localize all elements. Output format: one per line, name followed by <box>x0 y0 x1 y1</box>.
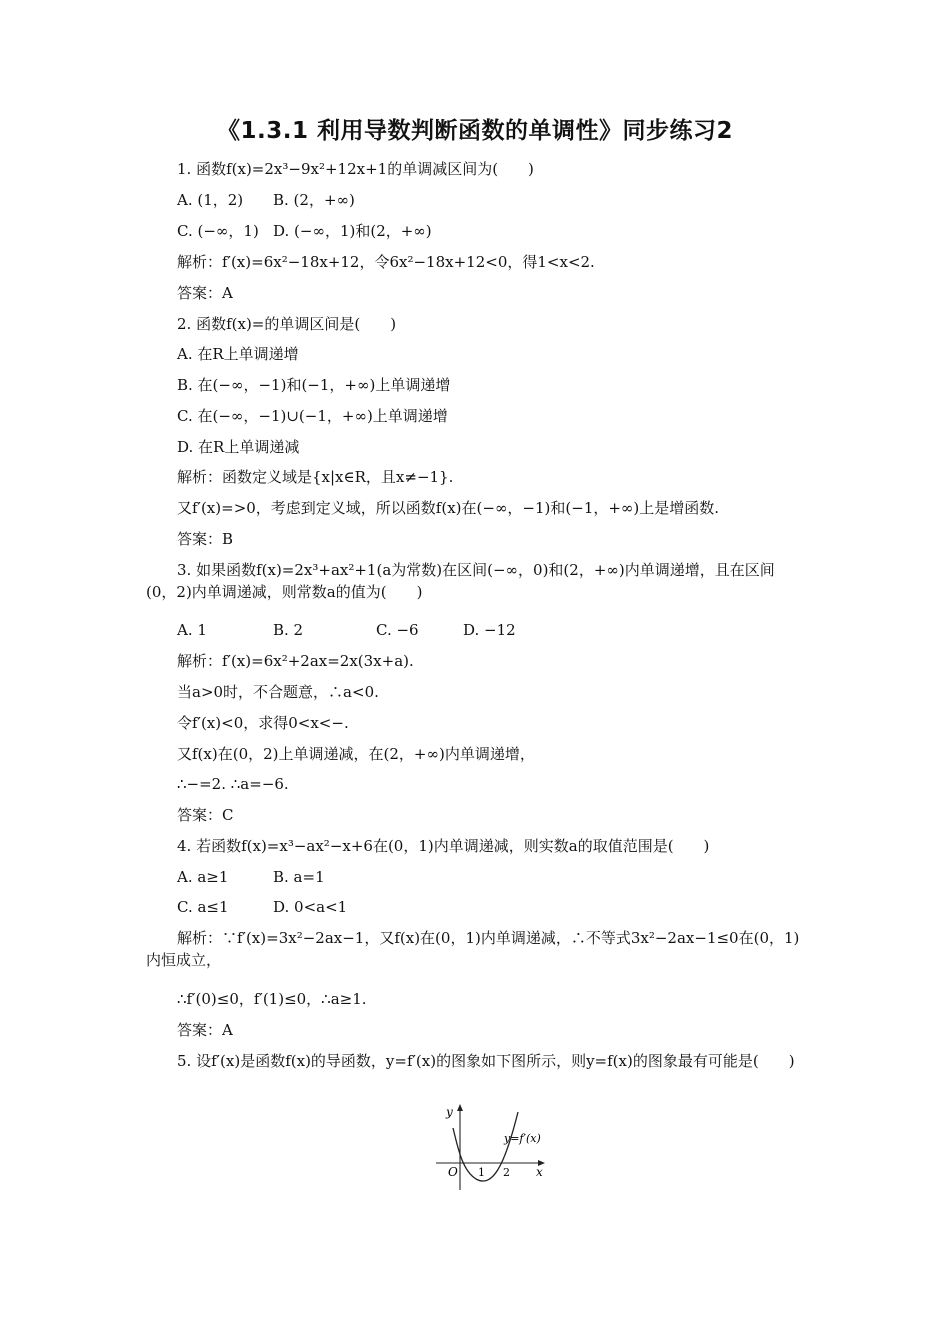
q4-answer: 答案：A <box>177 1021 233 1039</box>
q2-option-d: D. 在R上单调递减 <box>177 438 300 456</box>
q3-option-d: D. −12 <box>463 621 516 639</box>
q3-analysis-4: 又f(x)在(0，2)上单调递减，在(2，+∞)内单调递增， <box>177 745 535 763</box>
q2-stem: 2. 函数f(x)=的单调区间是( ) <box>177 315 397 333</box>
q1-option-d: D. (−∞，1)和(2，+∞) <box>273 222 432 240</box>
q2-option-c: C. 在(−∞，−1)∪(−1，+∞)上单调递增 <box>177 407 448 425</box>
q4-analysis-2: ∴f′(0)≤0，f′(1)≤0，∴a≥1. <box>177 990 367 1008</box>
q4-options-row1 <box>177 866 800 888</box>
q4-stem: 4. 若函数f(x)=x³−ax²−x+6在(0，1)内单调递减，则实数a的取值范围是( ) <box>177 837 710 855</box>
q1-option-a: A. (1，2) <box>177 191 244 209</box>
q1-options-row1 <box>177 189 800 211</box>
q3-option-b: B. 2 <box>273 621 304 639</box>
tick-label-1: 1 <box>478 1166 485 1179</box>
y-axis-label: y <box>446 1105 453 1119</box>
q3-stem: 3. 如果函数f(x)=2x³+ax²+1(a为常数)在区间(−∞，0)和(2，+∞)内单调递增，且在区间(0，2)内单调递减，则常数a的值为( ) <box>146 561 775 601</box>
q2-answer: 答案：B <box>177 530 234 548</box>
curve-label: y=f′(x) <box>504 1132 541 1145</box>
q1-option-c: C. (−∞，1) <box>177 222 259 240</box>
q2-option-a: A. 在R上单调递增 <box>177 345 299 363</box>
derivative-graph <box>432 1100 552 1195</box>
q4-analysis-1: 解析：∵f′(x)=3x²−2ax−1，又f(x)在(0，1)内单调递减，∴不等式3x²−2ax−1≤0在(0，1)内恒成立， <box>146 929 800 969</box>
y-axis-arrow <box>457 1104 463 1111</box>
q1-option-b: B. (2，+∞) <box>273 191 355 209</box>
origin-label: O <box>448 1165 458 1179</box>
tick-label-2: 2 <box>503 1166 510 1179</box>
q1-options-row2 <box>177 220 800 242</box>
q4-option-c: C. a≤1 <box>177 898 229 916</box>
q1-answer: 答案：A <box>177 284 233 302</box>
q3-analysis-5: ∴−=2. ∴a=−6. <box>177 775 289 793</box>
q5-stem: 5. 设f′(x)是函数f(x)的导函数，y=f′(x)的图象如下图所示，则y=f(x)的图象最有可能是( ) <box>177 1052 795 1070</box>
q3-analysis-1: 解析：f′(x)=6x²+2ax=2x(3x+a). <box>177 652 414 670</box>
q4-option-b: B. a=1 <box>273 868 325 886</box>
q4-options-row2 <box>177 896 800 918</box>
q3-analysis-2: 当a>0时，不合题意，∴a<0. <box>177 683 379 701</box>
q4-option-a: A. a≥1 <box>177 868 229 886</box>
q2-analysis-2: 又f′(x)=>0，考虑到定义域，所以函数f(x)在(−∞，−1)和(−1，+∞)上是增函数. <box>177 499 720 517</box>
q1-stem: 1. 函数f(x)=2x³−9x²+12x+1的单调减区间为( ) <box>177 160 534 178</box>
x-axis-label: x <box>536 1165 543 1179</box>
q1-analysis: 解析：f′(x)=6x²−18x+12，令6x²−18x+12<0，得1<x<2. <box>177 253 595 271</box>
q3-options <box>177 619 800 641</box>
q4-option-d: D. 0<a<1 <box>273 898 348 916</box>
q3-analysis-3: 令f′(x)<0，求得0<x<−. <box>177 714 349 732</box>
q3-answer: 答案：C <box>177 806 234 824</box>
q3-option-c: C. −6 <box>376 621 419 639</box>
q2-option-b: B. 在(−∞，−1)和(−1，+∞)上单调递增 <box>177 376 451 394</box>
page-title: 《1.3.1 利用导数判断函数的单调性》同步练习2 <box>217 118 733 144</box>
q2-analysis-1: 解析：函数定义域是{x|x∈R，且x≠−1}. <box>177 468 454 486</box>
q3-option-a: A. 1 <box>177 621 207 639</box>
